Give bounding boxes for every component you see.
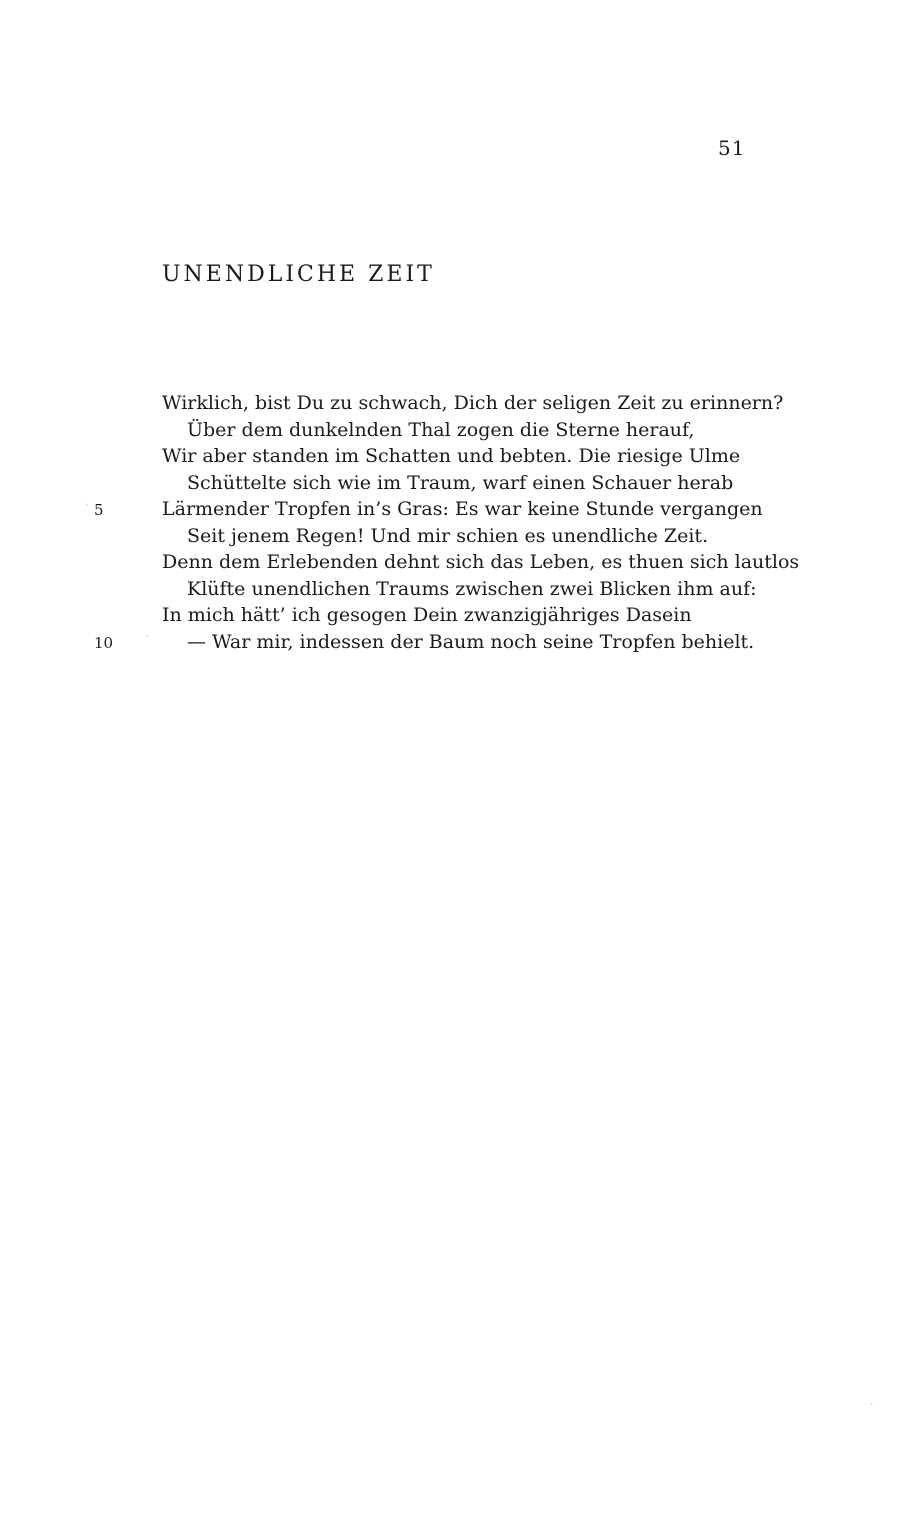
line-text: Klüfte unendlichen Traums zwischen zwei Blicken ihm auf: xyxy=(187,577,757,600)
poem-line xyxy=(0,551,900,578)
scan-speck: · xyxy=(86,500,90,511)
line-text: Denn dem Erlebenden dehnt sich das Leben, es thuen sich lautlos xyxy=(162,551,800,573)
scan-speck: · xyxy=(870,1400,874,1411)
poem-line xyxy=(0,498,900,525)
line-number: 10 xyxy=(94,633,114,652)
poem-line xyxy=(0,578,900,605)
scan-speck: · xyxy=(145,632,149,643)
line-text: Schüttelte sich wie im Traum, warf einen Schauer herab xyxy=(187,471,734,494)
poem-line xyxy=(0,419,900,446)
poem-line xyxy=(0,472,900,499)
line-text: Wir aber standen im Schatten und bebten. Die riesige Ulme xyxy=(162,445,741,467)
poem-line xyxy=(0,525,900,552)
poem-line xyxy=(0,604,900,631)
line-text: Wirklich, bist Du zu schwach, Dich der seligen Zeit zu erinnern? xyxy=(162,392,784,414)
poem-body xyxy=(0,392,900,657)
poem-line xyxy=(0,631,900,658)
line-text: Seit jenem Regen! Und mir schien es unendliche Zeit. xyxy=(187,524,709,547)
line-text: Über dem dunkelnden Thal zogen die Sterne herauf, xyxy=(187,418,695,441)
poem-title: UNENDLICHE ZEIT xyxy=(162,262,435,287)
poem-line xyxy=(0,392,900,419)
line-text: — War mir, indessen der Baum noch seine Tropfen behielt. xyxy=(187,630,755,653)
line-text: In mich hätt’ ich gesogen Dein zwanzigjähriges Dasein xyxy=(162,604,692,626)
line-number: 5 xyxy=(94,501,104,519)
line-text: Lärmender Tropfen in’s Gras: Es war keine Stunde vergangen xyxy=(162,498,763,520)
page-number: 51 xyxy=(718,136,746,160)
poem-line xyxy=(0,445,900,472)
